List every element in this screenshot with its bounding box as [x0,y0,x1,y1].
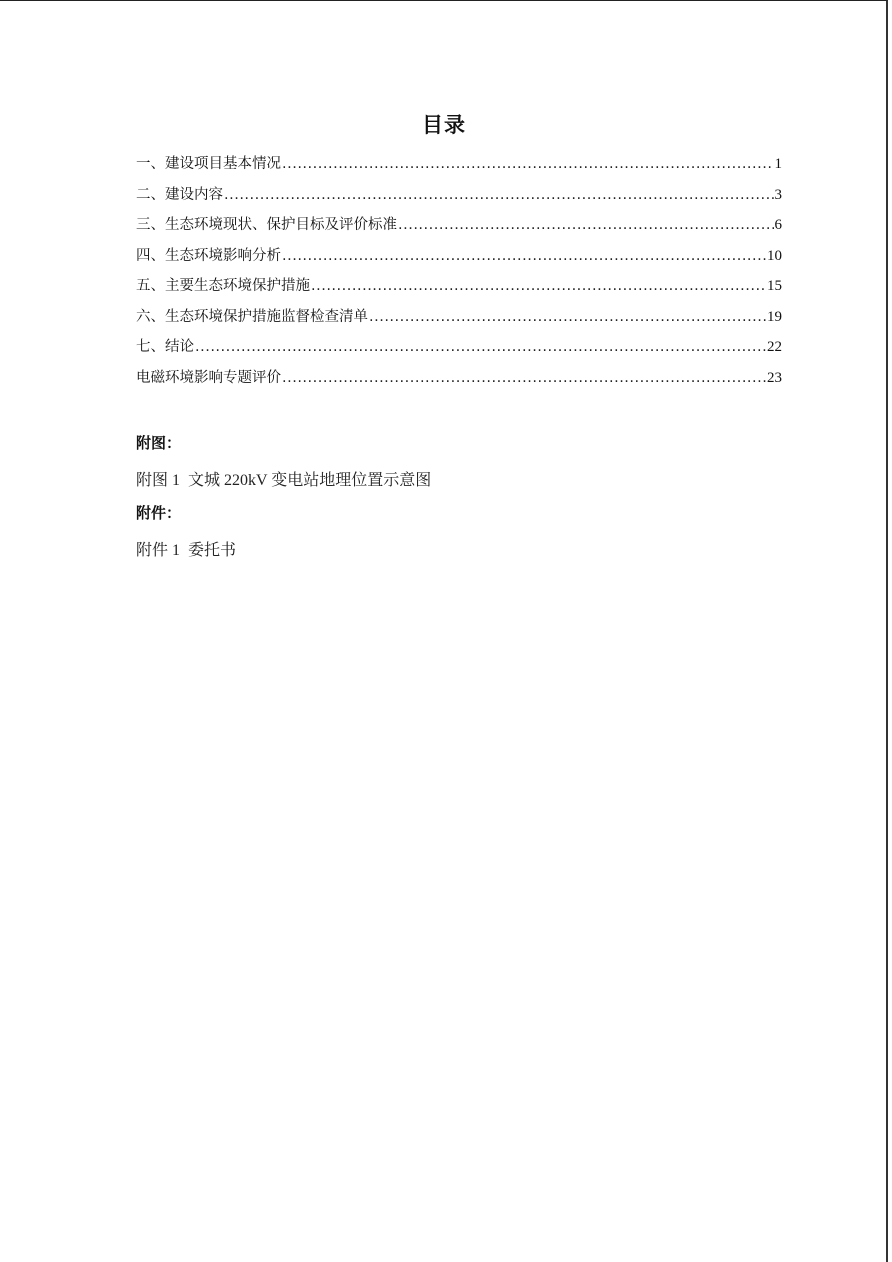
toc-entry-label: 电磁环境影响专题评价 [136,369,281,386]
toc-entry-label: 七、结论 [136,339,194,355]
toc-leader-dots [282,153,774,175]
toc-leader-dots [311,275,766,297]
toc-entry[interactable] [136,275,782,306]
toc-entry-page: 1 [774,156,782,172]
toc-title: 目录 [422,113,466,137]
toc-entry-label: 二、建设内容 [136,186,223,203]
toc-entry-page: 22 [767,339,782,355]
attached-figure-number: 附图 1 [136,472,181,489]
attached-figure-item [136,467,431,490]
toc-entry[interactable] [136,306,782,337]
toc-leader-dots [369,306,766,328]
toc-entry[interactable] [136,153,782,184]
toc-entry-label: 六、生态环境保护措施监督检查清单 [136,308,368,325]
toc-entry[interactable] [136,184,782,215]
toc-entry-page: 15 [767,278,782,294]
toc-entry[interactable] [136,336,782,367]
toc-entry-page: 10 [767,247,782,264]
attachment-number: 附件 1 [136,542,181,559]
toc-entry-page: 3 [774,186,782,203]
table-of-contents [136,153,782,397]
attached-figure-text: 文城 220kV 变电站地理位置示意图 [188,472,432,489]
attachment-text: 委托书 [188,542,237,559]
toc-entry-page: 19 [767,308,782,325]
toc-entry[interactable] [136,214,782,245]
attached-figures-heading: 附图： [136,434,182,452]
attachments-heading: 附件： [136,504,182,522]
toc-entry-label: 五、主要生态环境保护措施 [136,278,310,294]
toc-entry-label: 三、生态环境现状、保护目标及评价标准 [136,217,397,233]
toc-leader-dots [282,367,766,389]
toc-leader-dots [282,245,766,267]
toc-entry[interactable] [136,367,782,398]
toc-entry-page: 6 [774,217,782,233]
toc-entry-page: 23 [767,369,782,386]
attachment-item [136,537,236,560]
toc-leader-dots [195,336,766,358]
toc-leader-dots [398,214,774,236]
toc-entry-label: 四、生态环境影响分析 [136,247,281,264]
toc-leader-dots [224,184,774,206]
toc-entry[interactable] [136,245,782,276]
toc-entry-label: 一、建设项目基本情况 [136,156,281,172]
